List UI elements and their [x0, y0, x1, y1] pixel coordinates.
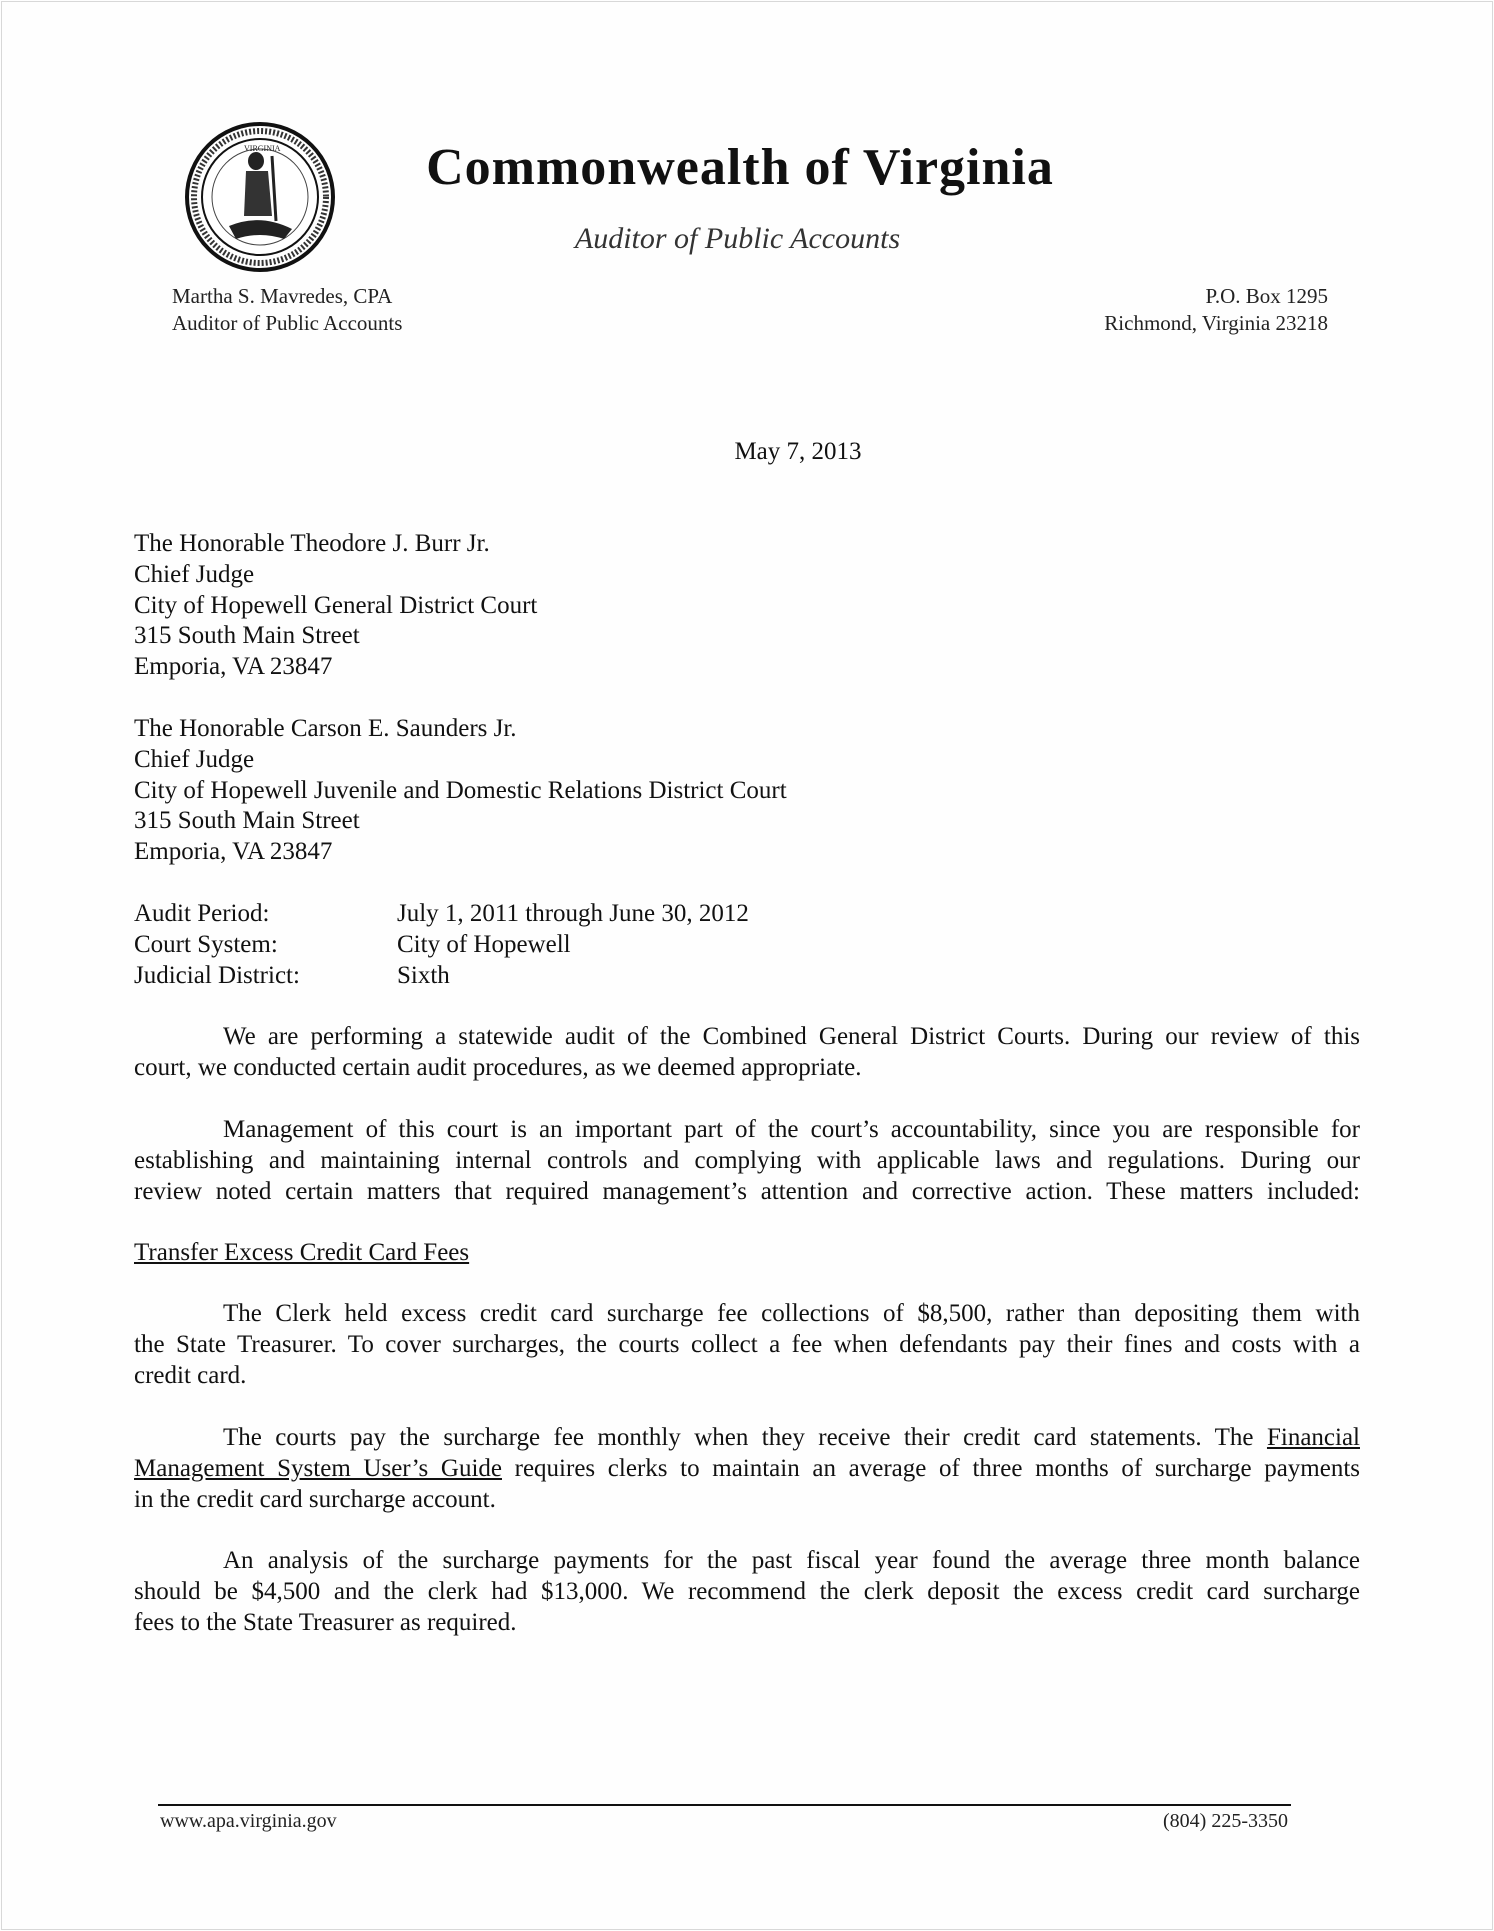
virginia-seal-logo	[184, 121, 336, 273]
recipient-line: The Honorable Carson E. Saunders Jr.	[134, 715, 517, 742]
paragraph-line	[134, 1423, 1360, 1454]
paragraph-line: should be $4,500 and the clerk had $13,000. We recommend the clerk deposit the excess credit card surcharge	[134, 1577, 1360, 1605]
paragraph-3	[134, 1299, 1360, 1391]
section-heading-text: Transfer Excess Credit Card Fees	[134, 1239, 470, 1266]
paragraph-line	[134, 1454, 1360, 1485]
svg-text:VIRGINIA: VIRGINIA	[244, 144, 281, 153]
paragraph-text: requires clerks to maintain an average of three months of surcharge payments	[514, 1454, 1361, 1482]
audit-info-row	[134, 930, 1360, 961]
mailing-address	[1104, 283, 1328, 337]
paragraph-line: the State Treasurer. To cover surcharges, the courts collect a fee when defendants pay their fines and costs with a	[134, 1330, 1360, 1358]
recipient-line: City of Hopewell Juvenile and Domestic Relations District Court	[134, 776, 787, 804]
guide-reference: Management System User’s Guide	[134, 1454, 502, 1482]
section-heading	[134, 1238, 1360, 1269]
audit-info-label: Court System:	[134, 930, 278, 958]
audit-info-label: Audit Period:	[134, 900, 270, 927]
letterhead-subtitle: Auditor of Public Accounts	[574, 222, 901, 255]
recipient-line: City of Hopewell General District Court	[134, 591, 538, 619]
guide-reference: Financial	[1266, 1424, 1360, 1451]
recipient-line: 315 South Main Street	[134, 622, 360, 650]
footer-divider	[158, 1804, 1291, 1806]
audit-info-row	[134, 961, 1360, 992]
recipient-line: Emporia, VA 23847	[134, 838, 333, 866]
footer-website: www.apa.virginia.gov	[160, 1810, 337, 1832]
paragraph-line: Management of this court is an important part of the court’s accountability, since you are responsible for	[223, 1116, 1360, 1143]
paragraph-line: review noted certain matters that required management’s attention and corrective action. These matters included:	[134, 1177, 1360, 1205]
audit-info-value: Sixth	[397, 961, 450, 989]
city-state-zip: Richmond, Virginia 23218	[1104, 311, 1328, 335]
recipient-line: 315 South Main Street	[134, 807, 360, 835]
recipient-line: Chief Judge	[134, 560, 255, 588]
recipient-2	[134, 714, 1360, 868]
audit-info-value: July 1, 2011 through June 30, 2012	[397, 900, 749, 927]
paragraph-text: The courts pay the surcharge fee monthly when they receive their credit card statements. The	[223, 1424, 1254, 1451]
po-box: P.O. Box 1295	[1205, 284, 1328, 308]
paragraph-line: fees to the State Treasurer as required.	[134, 1608, 517, 1636]
paragraph-line: in the credit card surcharge account.	[134, 1485, 496, 1513]
recipient-1	[134, 529, 1360, 683]
recipient-line: Emporia, VA 23847	[134, 653, 333, 681]
paragraph-line: court, we conducted certain audit procedures, as we deemed appropriate.	[134, 1053, 862, 1081]
audit-info-row	[134, 899, 1360, 930]
auditor-title: Auditor of Public Accounts	[172, 311, 403, 335]
paragraph-5	[134, 1546, 1360, 1638]
paragraph-line: An analysis of the surcharge payments for the past fiscal year found the average three month balance	[223, 1547, 1360, 1574]
recipient-line: Chief Judge	[134, 745, 255, 773]
paragraph-2	[134, 1115, 1360, 1207]
auditor-address	[172, 283, 402, 337]
audit-info	[134, 899, 1360, 991]
letterhead-title: Commonwealth of Virginia	[426, 139, 1054, 196]
paragraph-4	[134, 1423, 1360, 1515]
paragraph-line: The Clerk held excess credit card surcharge fee collections of $8,500, rather than depositing them with	[223, 1300, 1360, 1327]
footer-phone: (804) 225-3350	[1163, 1810, 1288, 1832]
paragraph-1	[134, 1022, 1360, 1084]
paragraph-line: We are performing a statewide audit of the Combined General District Courts. During our review of this	[223, 1023, 1360, 1050]
paragraph-line: credit card.	[134, 1361, 247, 1389]
auditor-name: Martha S. Mavredes, CPA	[172, 284, 393, 308]
audit-info-value: City of Hopewell	[397, 930, 571, 958]
recipient-line: The Honorable Theodore J. Burr Jr.	[134, 530, 490, 557]
letter-date: May 7, 2013	[734, 438, 862, 465]
audit-info-label: Judicial District:	[134, 961, 300, 989]
paragraph-line: establishing and maintaining internal controls and complying with applicable laws and regulations. During our	[134, 1146, 1360, 1174]
